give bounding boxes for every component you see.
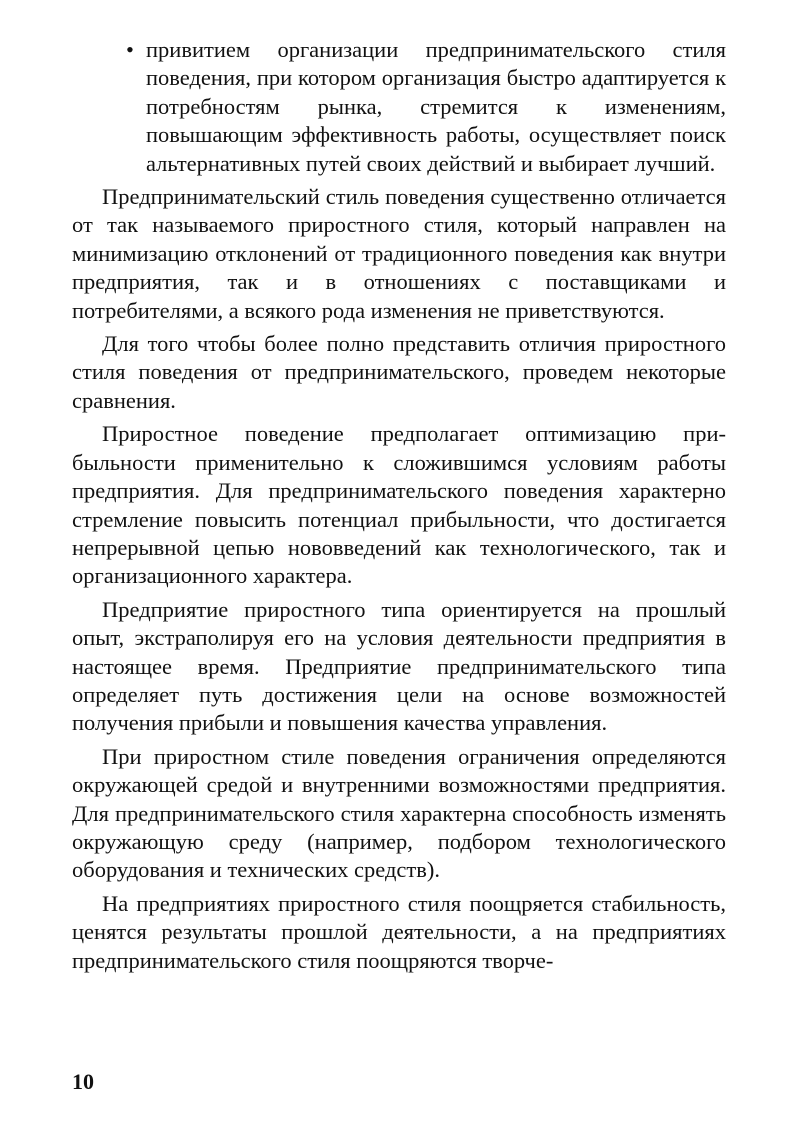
paragraph-4: Предприятие приростного типа ориентируется на прошлый опыт, экстраполируя его на условия деятельности предприятия в настоящее время. Предприятие предпринимательского типа определяет путь достижения цели на основе возможностей получения прибыли и повышения качества управления. [72,596,726,736]
page-number: 10 [72,1069,94,1094]
paragraph-5: При приростном стиле поведения ограничения определяются окружающей средой и внутренними возможностями предприятия. Для предпринимательского стиля характерна способность изменять окружающую среду (например, подбором технологического оборудования и технических средств). [72,743,726,883]
bullet-text: привитием организации предпринимательского стиля поведения, при котором организация быстро адаптируется к потребностям рынка, стремится к изменениям, повышающим эффективность работы, осуществляет поиск альтернативных путей своих действий и выбирает лучший. [146,37,726,176]
bullet-item [72,36,726,178]
paragraph-6: На предприятиях приростного стиля поощряется стабильность, ценятся результаты прошлой деятельности, а на предприятиях предпринимательского стиля поощряются творче- [72,890,726,973]
paragraph-3: Приростное поведение предполагает оптимизацию прибыльности применительно к сложившимся условиям работы предприятия. Для предпринимательского поведения характерно стремление повысить потенциал прибыльности, что достигается непрерывной цепью нововведений как технологического, так и организационного характера. [72,421,726,589]
body-text [72,36,726,975]
paragraph-1: Предпринимательский стиль поведения существенно отличается от так называемого приростного стиля, который направлен на минимизацию отклонений от традиционного поведения как внутри предприятия, так и в отношениях с поставщиками и потребителями, а всякого рода изменения не приветствуются. [72,184,726,323]
bullet-mark: • [126,37,134,62]
paragraph-2: Для того чтобы более полно представить отличия приростного стиля поведения от предпринимательского, проведем некоторые сравнения. [72,331,726,413]
